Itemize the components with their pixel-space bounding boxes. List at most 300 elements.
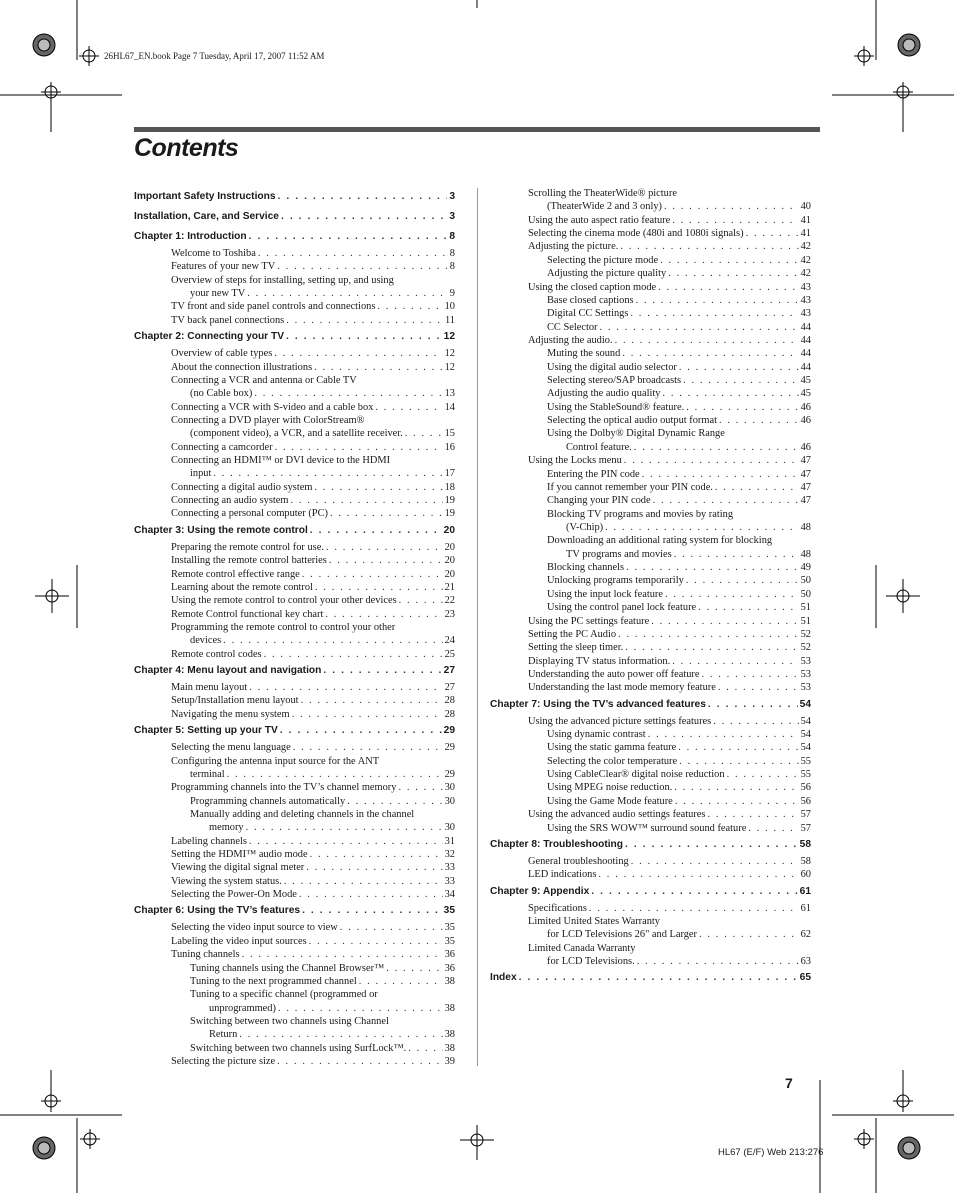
toc-entry[interactable] <box>134 361 455 374</box>
dot-leader <box>672 655 798 668</box>
dot-leader <box>699 928 799 941</box>
toc-entry[interactable] <box>490 374 811 387</box>
dot-leader <box>675 795 799 808</box>
toc-entry-line: Using the Dolby® Digital Dynamic Range <box>547 428 725 440</box>
toc-entry-title: Labeling channels <box>171 835 247 847</box>
toc-entry[interactable] <box>490 468 811 481</box>
dot-leader <box>284 875 443 888</box>
dot-leader <box>286 327 442 347</box>
toc-entry[interactable] <box>134 507 455 520</box>
dot-leader <box>278 1002 443 1015</box>
toc-entry[interactable] <box>134 481 455 494</box>
toc-chapter[interactable] <box>134 207 455 227</box>
toc-page-number: 11 <box>444 314 455 326</box>
toc-page-number: 30 <box>444 822 455 834</box>
toc-entry-title: Selecting the menu language <box>171 742 291 754</box>
toc-entry-title: Selecting stereo/SAP broadcasts <box>547 375 682 387</box>
toc-entry[interactable] <box>490 822 811 835</box>
toc-entry[interactable] <box>490 361 811 374</box>
dot-leader <box>274 347 442 360</box>
toc-page-number: 12 <box>444 348 455 360</box>
toc-entry-title: Using the StableSound® feature. <box>547 401 685 413</box>
toc-entry[interactable] <box>490 200 811 213</box>
dot-leader <box>314 361 442 374</box>
dot-leader <box>310 521 442 541</box>
toc-entry-title: Installation, Care, and Service <box>134 211 279 222</box>
toc-entry-title: Understanding the auto power off feature <box>528 668 700 680</box>
toc-entry-title: Selecting the video input source to view <box>171 922 338 934</box>
toc-chapter[interactable] <box>490 695 811 715</box>
toc-page-number: 35 <box>443 905 455 917</box>
toc-entry[interactable] <box>134 875 455 888</box>
dot-leader <box>658 281 798 294</box>
dot-leader <box>299 888 443 901</box>
toc-entry[interactable] <box>490 955 811 968</box>
toc-entry-title: unprogrammed) <box>209 1002 276 1014</box>
toc-entry[interactable] <box>134 1055 455 1068</box>
toc-entry[interactable] <box>134 347 455 360</box>
toc-entry-title: Using the advanced picture settings features <box>528 715 712 727</box>
toc-page-number: 45 <box>800 388 811 400</box>
toc-page-number: 34 <box>444 889 455 901</box>
toc-page-number: 44 <box>800 361 811 373</box>
toc-entry[interactable] <box>490 755 811 768</box>
toc-entry[interactable] <box>490 294 811 307</box>
dot-leader <box>330 507 443 520</box>
toc-entry-title: Tuning to the next programmed channel <box>190 975 357 987</box>
toc-entry-line: Scrolling the TheaterWide® picture <box>528 188 677 199</box>
dot-leader <box>665 588 799 601</box>
dot-leader <box>719 414 799 427</box>
toc-entry[interactable] <box>134 781 455 794</box>
toc-entry-title: Changing your PIN code <box>547 495 651 507</box>
toc-entry[interactable] <box>490 588 811 601</box>
toc-entry[interactable] <box>134 821 455 834</box>
toc-page-number: 55 <box>800 755 811 767</box>
toc-page-number: 54 <box>800 729 811 741</box>
toc-page-number: 9 <box>449 288 455 300</box>
toc-entry-title: Chapter 6: Using the TV’s features <box>134 905 301 917</box>
toc-page-number: 3 <box>449 191 455 202</box>
dot-leader <box>591 882 797 902</box>
toc-entry-title: Using the Game Mode feature <box>547 795 673 807</box>
toc-chapter[interactable] <box>134 227 455 247</box>
toc-page-number: 38 <box>444 1042 455 1054</box>
toc-entry[interactable] <box>490 321 811 334</box>
toc-chapter[interactable] <box>490 968 811 988</box>
toc-entry-line: Tuning to a specific channel (programmed or <box>190 989 378 1001</box>
toc-page-number: 20 <box>444 555 455 567</box>
toc-chapter[interactable] <box>490 882 811 902</box>
toc-page-number: 51 <box>800 615 811 627</box>
dot-leader <box>264 648 443 661</box>
dot-leader <box>686 401 798 414</box>
toc-page-number: 47 <box>800 495 811 507</box>
toc-entry[interactable] <box>490 334 811 347</box>
toc-entry[interactable] <box>490 494 811 507</box>
page-number: 7 <box>785 1075 793 1091</box>
toc-entry[interactable] <box>134 441 455 454</box>
toc-page-number: 42 <box>800 241 811 253</box>
dot-leader <box>347 795 442 808</box>
dot-leader <box>701 668 798 681</box>
toc-entry[interactable] <box>134 681 455 694</box>
toc-entry[interactable] <box>490 808 811 821</box>
toc-entry[interactable] <box>134 541 455 554</box>
toc-entry-line: Downloading an additional rating system for blocking <box>547 535 773 547</box>
toc-page-number: 29 <box>444 768 455 780</box>
toc-entry[interactable] <box>134 387 455 400</box>
toc-page-number: 19 <box>444 495 455 507</box>
toc-entry-title: Setting the HDMI™ audio mode <box>171 849 308 861</box>
toc-entry-title: Adjusting the audio quality <box>547 388 661 400</box>
toc-entry[interactable] <box>490 628 811 641</box>
toc-entry-title: Selecting the cinema mode (480i and 1080i signals) <box>528 228 744 240</box>
dot-leader <box>679 361 799 374</box>
dot-leader <box>653 494 799 507</box>
toc-entry[interactable] <box>490 214 811 227</box>
toc-entry[interactable] <box>490 601 811 614</box>
toc-entry-title: Index <box>490 972 517 984</box>
toc-chapter[interactable] <box>134 521 455 541</box>
dot-leader <box>281 207 447 227</box>
dot-leader <box>258 247 448 260</box>
toc-entry-title: Base closed captions <box>547 294 634 306</box>
dot-leader <box>686 574 799 587</box>
toc-chapter[interactable] <box>134 327 455 347</box>
toc-page-number: 17 <box>444 468 455 480</box>
toc-entry[interactable] <box>134 568 455 581</box>
toc-entry[interactable] <box>134 581 455 594</box>
toc-entry[interactable] <box>490 655 811 668</box>
toc-entry-title: Using the SRS WOW™ surround sound feature <box>547 822 747 834</box>
toc-entry-title: Using the input lock feature <box>547 588 663 600</box>
toc-entry-title: Chapter 5: Setting up your TV <box>134 725 278 737</box>
dot-leader <box>277 1055 442 1068</box>
toc-entry[interactable] <box>134 1002 455 1015</box>
dot-leader <box>310 848 443 861</box>
toc-entry[interactable] <box>134 948 455 961</box>
dot-leader <box>323 661 441 681</box>
toc-entry-line: Programming the remote control to control your other <box>171 621 396 633</box>
dot-leader <box>329 554 443 567</box>
toc-entry-title: TV front and side panel controls and connections <box>171 301 376 313</box>
toc-entry[interactable] <box>490 347 811 360</box>
toc-page-number: 39 <box>444 1056 455 1068</box>
dot-leader <box>708 695 798 715</box>
toc-entry[interactable] <box>490 668 811 681</box>
toc-entry-line: Blocking TV programs and movies by rating <box>547 508 734 520</box>
toc-entry[interactable] <box>134 634 455 647</box>
dot-leader <box>249 681 442 694</box>
toc-entry-title: Displaying TV status information. <box>528 655 671 667</box>
toc-entry[interactable] <box>134 287 455 300</box>
toc-entry[interactable] <box>490 481 811 494</box>
dot-leader <box>648 728 799 741</box>
toc-chapter[interactable] <box>134 721 455 741</box>
toc-entry-title: Using the PC settings feature <box>528 615 650 627</box>
toc-entry-title: Tuning channels <box>171 949 240 961</box>
toc-entry[interactable] <box>490 548 811 561</box>
dot-leader <box>718 681 799 694</box>
toc-entry-title: Chapter 1: Introduction <box>134 231 247 242</box>
toc-page-number: 57 <box>800 809 811 821</box>
toc-entry[interactable] <box>490 728 811 741</box>
toc-entry[interactable] <box>490 441 811 454</box>
dot-leader <box>626 561 799 574</box>
toc-entry-title: Viewing the system status. <box>171 875 282 887</box>
toc-page-number: 22 <box>444 595 455 607</box>
toc-page-number: 56 <box>800 782 811 794</box>
dot-leader <box>280 721 442 741</box>
toc-entry[interactable] <box>134 741 455 754</box>
toc-entry[interactable] <box>490 240 811 253</box>
toc-entry[interactable] <box>134 554 455 567</box>
toc-page-number: 35 <box>444 922 455 934</box>
toc-entry-title: Digital CC Settings <box>547 308 629 320</box>
toc-entry-title: Overview of cable types <box>171 348 273 360</box>
dot-leader <box>249 835 443 848</box>
dot-leader <box>223 634 442 647</box>
toc-page-number: 36 <box>444 962 455 974</box>
toc-page-number: 54 <box>800 742 811 754</box>
toc-entry-title: (TheaterWide 2 and 3 only) <box>547 201 662 213</box>
toc-entry[interactable] <box>490 868 811 881</box>
toc-page-number: 28 <box>444 708 455 720</box>
toc-page-number: 8 <box>449 248 455 259</box>
toc-page-number: 50 <box>800 575 811 587</box>
toc-entry-title: If you cannot remember your PIN code. <box>547 481 713 493</box>
toc-page-number: 40 <box>800 201 811 213</box>
toc-entry-title: Using the Locks menu <box>528 455 622 467</box>
toc-entry-title: Connecting a personal computer (PC) <box>171 508 328 520</box>
toc-page-number: 46 <box>800 415 811 427</box>
dot-leader <box>664 200 799 213</box>
toc-entry[interactable] <box>490 561 811 574</box>
toc-entry[interactable] <box>134 795 455 808</box>
toc-entry[interactable] <box>134 768 455 781</box>
toc-entry-title: Unlocking programs temporarily <box>547 575 684 587</box>
dot-leader <box>660 254 799 267</box>
toc-page-number: 61 <box>800 902 811 914</box>
toc-entry[interactable] <box>134 935 455 948</box>
toc-page-number: 15 <box>444 428 455 440</box>
toc-entry[interactable] <box>490 454 811 467</box>
dot-leader <box>340 921 443 934</box>
toc-entry[interactable] <box>490 615 811 628</box>
toc-entry[interactable] <box>134 962 455 975</box>
toc-entry[interactable] <box>134 975 455 988</box>
toc-entry[interactable] <box>134 608 455 621</box>
dot-leader <box>707 808 798 821</box>
dot-leader <box>715 481 799 494</box>
dot-leader <box>278 187 448 207</box>
toc-entry[interactable] <box>490 574 811 587</box>
dot-leader <box>314 481 442 494</box>
column-divider <box>477 188 478 1066</box>
toc-page-number: 18 <box>444 481 455 493</box>
toc-entry[interactable] <box>490 281 811 294</box>
toc-entry-title: Using dynamic contrast <box>547 729 646 741</box>
toc-entry[interactable] <box>490 768 811 781</box>
toc-entry-title: Using MPEG noise reduction. <box>547 782 673 794</box>
toc-entry[interactable] <box>134 247 455 260</box>
toc-page-number: 38 <box>444 975 455 987</box>
toc-page-number: 32 <box>444 849 455 861</box>
toc-entry[interactable] <box>134 1028 455 1041</box>
dot-leader <box>674 548 799 561</box>
toc-entry-title: TV programs and movies <box>566 548 672 560</box>
toc-entry-title: Using the control panel lock feature <box>547 602 697 614</box>
dot-leader <box>254 387 442 400</box>
toc-entry-title: Selecting the optical audio output format <box>547 415 717 427</box>
toc-page-number: 62 <box>800 929 811 941</box>
toc-page-number: 10 <box>444 301 455 313</box>
dot-leader <box>405 427 443 440</box>
toc-chapter[interactable] <box>490 835 811 855</box>
toc-entry-title: Specifications <box>528 902 587 914</box>
dot-leader <box>598 868 798 881</box>
toc-entry[interactable] <box>490 414 811 427</box>
toc-entry-title: Using the digital audio selector <box>547 361 677 373</box>
toc-entry-title: Learning about the remote control <box>171 581 313 593</box>
toc-entry[interactable] <box>490 267 811 280</box>
toc-entry[interactable] <box>134 260 455 273</box>
toc-page-number: 53 <box>800 682 811 694</box>
toc-entry[interactable] <box>134 494 455 507</box>
toc-entry[interactable] <box>134 694 455 707</box>
toc-entry-title: General troubleshooting <box>528 855 629 867</box>
dot-leader <box>286 314 443 327</box>
toc-entry[interactable] <box>134 888 455 901</box>
toc-entry-title: Using the advanced audio settings features <box>528 809 706 821</box>
toc-entry-title: Chapter 9: Appendix <box>490 885 590 897</box>
toc-entry-title: Connecting an audio system <box>171 495 289 507</box>
toc-entry-title: (component video), a VCR, and a satellite receiver. <box>190 428 403 440</box>
toc-entry[interactable] <box>490 401 811 414</box>
dot-leader <box>359 975 443 988</box>
toc-entry[interactable] <box>134 401 455 414</box>
toc-entry[interactable] <box>134 467 455 480</box>
toc-entry[interactable] <box>134 300 455 313</box>
toc-page-number: 44 <box>800 348 811 360</box>
toc-entry-title: Selecting the picture size <box>171 1056 276 1068</box>
toc-page-number: 57 <box>800 822 811 834</box>
toc-entry[interactable] <box>490 254 811 267</box>
toc-entry-title: Chapter 2: Connecting your TV <box>134 331 284 343</box>
toc-entry[interactable] <box>134 921 455 934</box>
toc-page-number: 31 <box>444 835 455 847</box>
toc-page-number: 41 <box>800 214 811 226</box>
toc-page-number: 46 <box>800 401 811 413</box>
dot-leader <box>589 902 799 915</box>
toc-entry[interactable] <box>134 708 455 721</box>
toc-entry[interactable] <box>134 314 455 327</box>
toc-entry[interactable] <box>490 307 811 320</box>
toc-chapter[interactable] <box>134 187 455 207</box>
dot-leader <box>227 768 443 781</box>
toc-page-number: 20 <box>444 541 455 553</box>
toc-entry-title: Using the closed caption mode <box>528 281 657 293</box>
dot-leader <box>713 715 798 728</box>
toc-page-number: 42 <box>800 268 811 280</box>
dot-leader <box>275 441 443 454</box>
toc-page-number: 12 <box>444 361 455 373</box>
toc-page-number: 44 <box>800 334 811 346</box>
toc-page-number: 46 <box>800 441 811 453</box>
dot-leader <box>746 227 799 240</box>
toc-entry[interactable] <box>490 928 811 941</box>
toc-page-number: 54 <box>799 698 811 710</box>
toc-entry[interactable] <box>490 521 811 534</box>
dot-leader <box>326 541 443 554</box>
toc-page-number: 54 <box>800 715 811 727</box>
toc-entry[interactable] <box>134 835 455 848</box>
toc-entry[interactable] <box>490 227 811 240</box>
dot-leader <box>625 835 798 855</box>
toc-page-number: 47 <box>800 468 811 480</box>
dot-leader <box>301 694 443 707</box>
toc-page-number: 33 <box>444 862 455 874</box>
dot-leader <box>678 741 798 754</box>
dot-leader <box>727 768 799 781</box>
toc-entry-title: Chapter 8: Troubleshooting <box>490 838 624 850</box>
toc-page-number: 53 <box>800 668 811 680</box>
toc-page-number: 43 <box>800 294 811 306</box>
toc-entry[interactable] <box>490 681 811 694</box>
toc-entry-title: Understanding the last mode memory feature <box>528 682 716 694</box>
toc-page-number: 51 <box>800 602 811 614</box>
toc-entry[interactable] <box>490 781 811 794</box>
toc-entry-title: Using CableClear® digital noise reduction <box>547 769 725 781</box>
toc-entry-title: Adjusting the picture quality <box>547 268 667 280</box>
toc-entry[interactable] <box>490 641 811 654</box>
toc-entry[interactable] <box>490 741 811 754</box>
toc-entry-title: Welcome to Toshiba <box>171 248 256 259</box>
dot-leader <box>398 781 442 794</box>
toc-page-number: 30 <box>444 795 455 807</box>
dot-leader <box>292 708 443 721</box>
toc-page-number: 16 <box>444 441 455 453</box>
toc-entry-title: TV back panel connections <box>171 314 285 326</box>
toc-entry[interactable] <box>490 902 811 915</box>
toc-entry-title: Remote control codes <box>171 648 262 660</box>
dot-leader <box>636 294 799 307</box>
toc-chapter[interactable] <box>134 661 455 681</box>
toc-entry[interactable] <box>134 1042 455 1055</box>
toc-entry-line: Overview of steps for installing, setting up, and using <box>171 274 394 286</box>
toc-entry-title: Chapter 4: Menu layout and navigation <box>134 665 322 677</box>
toc-chapter[interactable] <box>134 901 455 921</box>
toc-entry[interactable] <box>134 594 455 607</box>
toc-page-number: 20 <box>443 524 455 536</box>
toc-entry[interactable] <box>490 855 811 868</box>
toc-entry[interactable] <box>490 715 811 728</box>
toc-entry[interactable] <box>134 848 455 861</box>
toc-entry[interactable] <box>490 795 811 808</box>
toc-entry-line: Limited United States Warranty <box>528 915 660 927</box>
toc-entry[interactable] <box>134 427 455 440</box>
toc-entry[interactable] <box>134 861 455 874</box>
toc-entry-title: Chapter 3: Using the remote control <box>134 524 308 536</box>
dot-leader <box>399 594 443 607</box>
toc-entry-line: Manually adding and deleting channels in the channel <box>190 808 415 820</box>
toc-entry[interactable] <box>490 387 811 400</box>
toc-entry-line: Connecting a VCR and antenna or Cable TV <box>171 374 357 386</box>
toc-page-number: 58 <box>800 855 811 867</box>
toc-entry[interactable] <box>134 648 455 661</box>
dot-leader <box>325 608 442 621</box>
